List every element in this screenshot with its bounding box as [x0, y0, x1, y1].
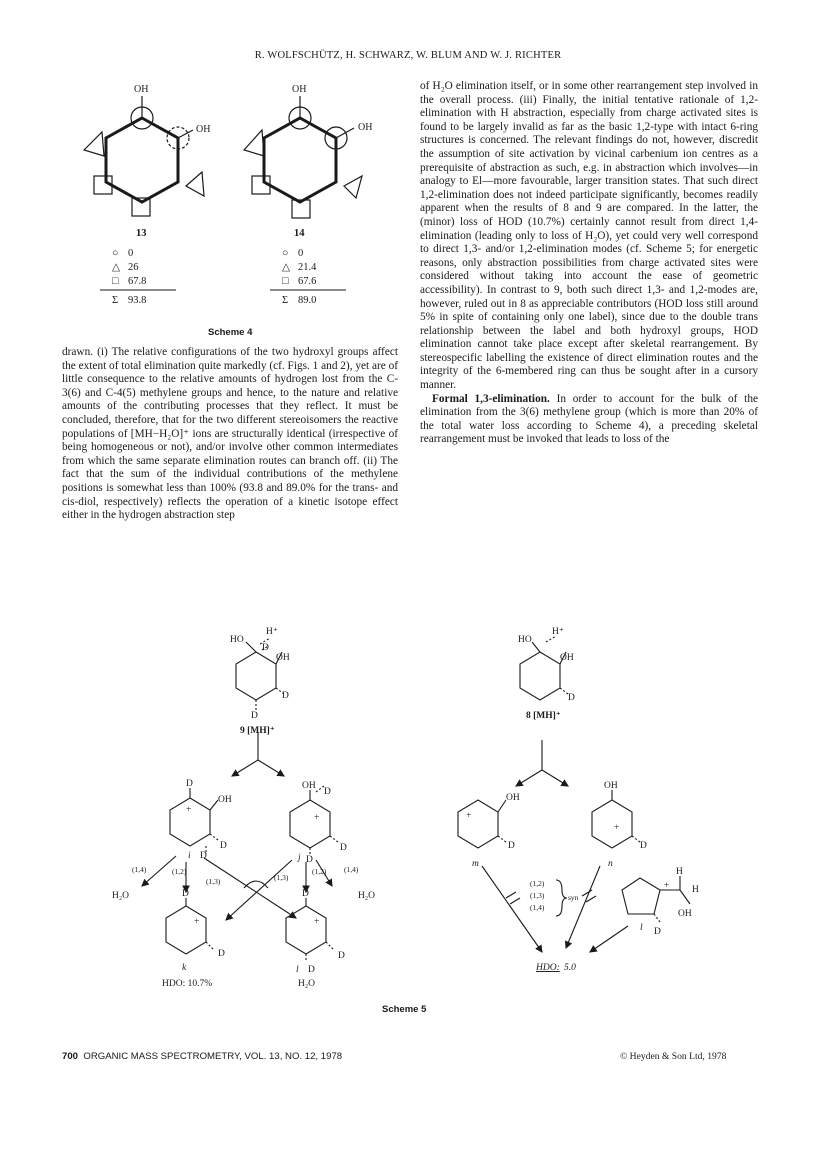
svg-text:D: D — [338, 951, 345, 961]
svg-text:(1,3): (1,3) — [530, 891, 545, 900]
svg-text:m: m — [472, 859, 479, 869]
symbol-13-0: ○ — [112, 248, 119, 259]
svg-text:(1,3): (1,3) — [274, 873, 289, 882]
right-paragraph-1: of H₂O elimination itself, or in some other rearrangement step involved in the overall process. (iii) Finally, the initial tentative rationale of 1,2-elimination with H abstraction, especially from charge activated sites is found to be largely invalid as far as the basic 1,2-type with intact 6-ring structures is concerned. The relevant findings do not, however, discredit the assumption of site activation by vicinal carbenium ion centres as a prerequisite of abstraction as such, e.g. in abstraction which involves—in analogy to El—more favourable, larger transition states. That such direct 1,2-elimination does not indeed participate significantly, becomes readily apparent when the results of 8 and 9 are compared. In the latter, the (minor) loss of HOD (10.7%) certainly cannot result from direct 1,4-elimination (leading only to loss of H₂O), yet could very well correspond to direct 1,3- and/or 1,2-elimination modes (cf. Scheme 5; for energetic reasons, only abstraction possibilities from charge activated sites were considered without taking into account the ease of geometric accessibility). In contrast to 9, both such direct 1,3- and 1,2-modes are, however, ruled out in 8 as appreciable contributors (HOD loss still around 5% in spite of containing only one label), since due to the double trans relationship between the label and both hydroxyl groups, HOD elimination cannot take place except after skeletal rearrangement. By stereospecific labelling the existence of direct elimination routes and the integrity of the 6-membered ring can thus be sought after in a cursory manner. — [420, 80, 758, 392]
svg-text:i: i — [188, 851, 191, 861]
svg-text:OH: OH — [302, 781, 316, 791]
svg-text:(1,3): (1,3) — [206, 877, 221, 886]
svg-text:D: D — [340, 843, 347, 853]
svg-text:OH: OH — [218, 795, 232, 805]
copyright: © Heyden & Son Ltd, 1978 — [620, 1051, 727, 1062]
svg-text:HO: HO — [230, 635, 244, 645]
svg-text:(1,4): (1,4) — [132, 865, 147, 874]
svg-text:OH: OH — [506, 793, 520, 803]
svg-text:(1,4): (1,4) — [530, 903, 545, 912]
svg-text:H₂O: H₂O — [358, 891, 376, 901]
ring-k — [166, 906, 206, 954]
journal-citation: ORGANIC MASS SPECTROMETRY, VOL. 13, NO. 12, 1978 — [83, 1051, 343, 1062]
svg-text:l: l — [640, 923, 643, 933]
svg-text:D: D — [324, 787, 331, 797]
svg-text:D: D — [654, 927, 661, 937]
ring-j — [290, 800, 330, 848]
hdo-left: HDO: 10.7% — [162, 979, 213, 989]
symbol-13-1: △ — [112, 262, 121, 273]
footer-left — [62, 1051, 342, 1062]
svg-text:D: D — [182, 889, 189, 899]
start-right-label: 8 [MH]⁺ — [526, 711, 561, 721]
ring-8 — [520, 652, 560, 700]
symbol-14-2: □ — [282, 276, 289, 287]
svg-text:(1,2): (1,2) — [530, 879, 545, 888]
svg-text:k: k — [182, 963, 187, 973]
svg-text:D: D — [302, 889, 309, 899]
svg-text:D: D — [508, 841, 515, 851]
right-paragraph-2 — [420, 393, 758, 447]
value-13-2: 67.8 — [128, 276, 147, 287]
svg-text:D: D — [218, 949, 225, 959]
symbol-14-0: ○ — [282, 248, 289, 259]
svg-text:OH: OH — [604, 781, 618, 791]
svg-text:j: j — [298, 853, 301, 863]
svg-text:n: n — [608, 859, 613, 869]
ring-13 — [106, 118, 178, 202]
oh-14-top: OH — [292, 84, 307, 95]
right-column-text — [420, 80, 758, 447]
svg-text:D: D — [251, 711, 258, 721]
svg-text:OH: OH — [276, 653, 290, 663]
svg-text:D: D — [200, 851, 207, 861]
ring-n — [592, 800, 632, 848]
section-heading: Formal 1,3-elimination. — [432, 392, 550, 405]
ring-l-right — [622, 878, 660, 914]
svg-text:(1,2): (1,2) — [312, 867, 327, 876]
svg-text:+: + — [664, 881, 670, 891]
svg-text:(1,4): (1,4) — [344, 865, 359, 874]
sum-symbol-14: Σ — [282, 295, 289, 306]
running-header: R. WOLFSCHÜTZ, H. SCHWARZ, W. BLUM AND W. J. RICHTER — [254, 50, 562, 61]
svg-text:H⁺: H⁺ — [552, 627, 564, 637]
oh-13-right: OH — [196, 124, 211, 135]
svg-text:+: + — [194, 917, 200, 927]
bond-14-oh2 — [336, 128, 354, 138]
value-13-1: 26 — [128, 262, 139, 273]
hdo-right-value: 5.0 — [564, 963, 576, 973]
sum-14: 89.0 — [298, 295, 317, 306]
svg-text:OH: OH — [678, 909, 692, 919]
oh-13-top: OH — [134, 84, 149, 95]
symbol-14-1: △ — [282, 262, 291, 273]
svg-text:+: + — [314, 813, 320, 823]
start-left-label: 9 [MH]⁺ — [240, 726, 275, 736]
svg-text:HO: HO — [518, 635, 532, 645]
ring-l-left — [286, 906, 326, 954]
svg-text:l: l — [296, 965, 299, 975]
svg-text:D: D — [568, 693, 575, 703]
sum-symbol-13: Σ — [112, 295, 119, 306]
svg-text:OH: OH — [560, 653, 574, 663]
right-paragraph-2-text: In order to account for the bulk of the elimination from the 3(6) methylene group (which is more than 20% of the total water loss according to Scheme 4), a preceding skeletal rearrangement must be invoked that leads to loss of the — [420, 392, 758, 446]
page-number: 700 — [62, 1051, 79, 1062]
bond-13-oh2 — [178, 130, 193, 138]
value-13-0: 0 — [128, 248, 134, 259]
h2o-bottom: H₂O — [298, 979, 316, 989]
symbol-13-2: □ — [112, 276, 119, 287]
svg-text:+: + — [614, 823, 620, 833]
left-column-text — [62, 346, 398, 523]
svg-text:D: D — [282, 691, 289, 701]
svg-text:H: H — [676, 867, 683, 877]
value-14-1: 21.4 — [298, 262, 317, 273]
svg-text:H: H — [692, 885, 699, 895]
scheme-5-caption: Scheme 5 — [382, 1004, 427, 1015]
svg-text:+: + — [466, 811, 472, 821]
triangle-marker-14a — [244, 130, 264, 156]
triangle-marker-13b — [186, 172, 204, 196]
svg-text:D: D — [308, 965, 315, 975]
compound-13-number: 13 — [136, 228, 147, 239]
svg-text:(1,2): (1,2) — [172, 867, 187, 876]
ring-14 — [264, 118, 336, 202]
svg-text:D: D — [262, 643, 269, 653]
left-paragraph: drawn. (i) The relative configurations of the two hydroxyl groups affect the extent of total elimination quite markedly (cf. Figs. 1 and 2), yet are of little consequence to the relative amounts of hydrogen lost from the C-3(6) and C-4(5) methylene groups and hence, to the nature and relative amounts of the contributing processes that they reflect. It must be concluded, therefore, that for the two different stereoisomers the reactive populations of [MH−H₂O]⁺ ions are structurally identical (irrespective of being homogeneous or not), and/or involve other common intermediates from which the same separate elimination routes can branch off. (ii) The fact that the sum of the individual contributions of the methylene positions is somewhat less than 100% (93.8 and 89.0% for the trans- and cis-diol, respectively) reflects the operation of a kinetic isotope effect either in the hydrogen abstraction step — [62, 346, 398, 522]
value-14-2: 67.6 — [298, 276, 317, 287]
sum-13: 93.8 — [128, 295, 147, 306]
triangle-marker-14b — [344, 176, 362, 198]
svg-text:D: D — [220, 841, 227, 851]
scheme-5-figure — [100, 620, 710, 996]
svg-text:D: D — [186, 779, 193, 789]
compound-14-number: 14 — [294, 228, 305, 239]
triangle-marker-13a — [84, 132, 104, 156]
scheme-4-caption: Scheme 4 — [208, 327, 253, 338]
value-14-0: 0 — [298, 248, 304, 259]
hdo-right-label: HDO: — [536, 963, 560, 973]
ring-9 — [236, 652, 276, 700]
svg-text:syn: syn — [568, 893, 579, 902]
svg-text:D: D — [640, 841, 647, 851]
svg-text:H⁺: H⁺ — [266, 627, 278, 637]
svg-text:+: + — [314, 917, 320, 927]
svg-text:+: + — [186, 805, 192, 815]
svg-text:H₂O: H₂O — [112, 891, 130, 901]
oh-14-right: OH — [358, 122, 373, 133]
ring-m — [458, 800, 498, 848]
svg-text:D: D — [306, 855, 313, 865]
